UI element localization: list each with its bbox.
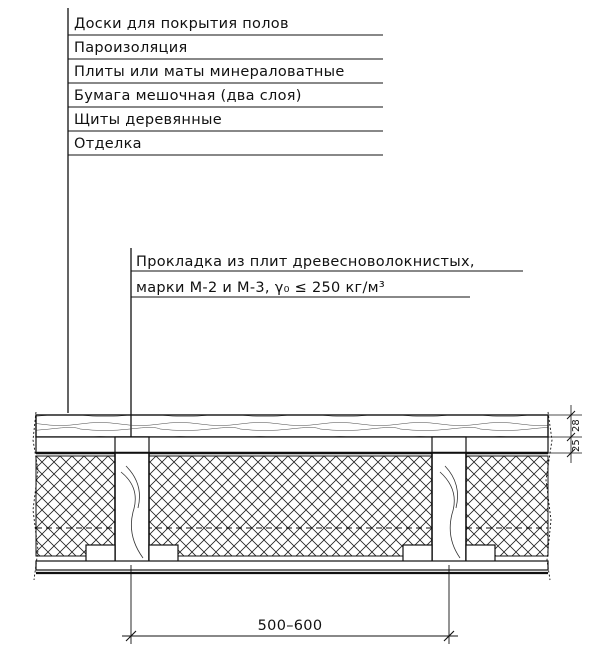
fiberboard-pad-left: [115, 437, 149, 453]
joist-left: [115, 453, 149, 565]
layer-label-mineral-wool: Плиты или маты минераловатные: [74, 64, 345, 80]
thickness-label-top: 28: [571, 419, 582, 432]
pad-callout-line-1: Прокладка из плит древесноволокнистых,: [136, 254, 475, 270]
layer-label-vapor-barrier: Пароизоляция: [74, 40, 188, 56]
layer-label-floor-boards: Доски для покрытия полов: [74, 16, 289, 32]
wood-panel-layer: [36, 561, 548, 570]
floor-cross-section: [33, 412, 552, 580]
layer-label-finish: Отделка: [74, 136, 142, 152]
layer-label-wood-panels: Щиты деревянные: [74, 112, 222, 128]
floor-boards-layer: [36, 415, 548, 437]
pad-callout-line-2: марки М-2 и М-3, γ₀ ≤ 250 кг/м³: [136, 280, 385, 296]
spacing-label: 500–600: [257, 618, 323, 634]
fiberboard-pad-right: [432, 437, 466, 453]
mineral-wool-insulation: [36, 456, 548, 556]
vapor-barrier-layer: [36, 437, 548, 453]
pad-callout-leader: [131, 248, 523, 442]
thickness-dimension: [548, 405, 582, 463]
joist-right: [432, 453, 466, 565]
layer-label-kraft-paper: Бумага мешочная (два слоя): [74, 88, 302, 104]
thickness-label-pad: 25: [571, 439, 582, 452]
